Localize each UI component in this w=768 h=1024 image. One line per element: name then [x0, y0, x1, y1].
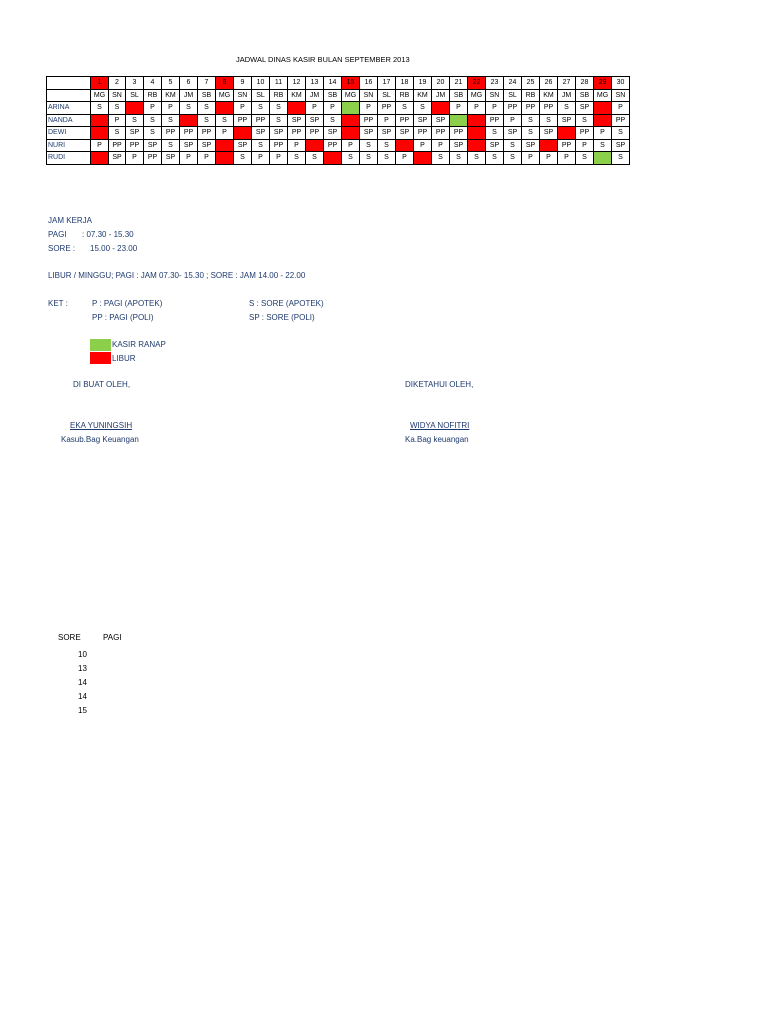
shift-cell: S: [396, 102, 414, 115]
weekdays-cell: SL: [504, 89, 522, 102]
shift-cell: S: [198, 114, 216, 127]
jam-kerja-heading: JAM KERJA: [48, 216, 93, 225]
weekdays-cell: SN: [109, 89, 126, 102]
shift-cell: S: [324, 114, 342, 127]
shift-cell: S: [522, 114, 540, 127]
tally-value: 14: [78, 678, 87, 687]
shift-cell-libur: [594, 102, 612, 115]
shift-cell: SP: [288, 114, 306, 127]
shift-cell: S: [558, 102, 576, 115]
shift-cell: P: [180, 152, 198, 165]
shift-cell: SP: [558, 114, 576, 127]
shift-cell: S: [109, 102, 126, 115]
days-cell: 22: [468, 77, 486, 90]
weekdays-cell: KM: [540, 89, 558, 102]
days-cell: 3: [126, 77, 144, 90]
shift-cell-libur: [91, 152, 109, 165]
shift-cell: PP: [522, 102, 540, 115]
days-cell: 20: [432, 77, 450, 90]
tally-value: 14: [78, 692, 87, 701]
shift-cell: S: [360, 139, 378, 152]
shift-cell: S: [378, 152, 396, 165]
tally-value: 10: [78, 650, 87, 659]
days-cell: 4: [144, 77, 162, 90]
shift-cell: S: [576, 152, 594, 165]
shift-cell: S: [91, 102, 109, 115]
shift-cell: P: [342, 139, 360, 152]
shift-cell: S: [144, 114, 162, 127]
weekdays-cell: SL: [126, 89, 144, 102]
weekdays-cell: RB: [270, 89, 288, 102]
shift-cell-libur: [540, 139, 558, 152]
shift-cell: S: [504, 152, 522, 165]
shift-cell: P: [612, 102, 630, 115]
staff-row: [47, 152, 630, 165]
days-cell: 6: [180, 77, 198, 90]
days-cell: 14: [324, 77, 342, 90]
shift-cell: SP: [306, 114, 324, 127]
days-cell: 18: [396, 77, 414, 90]
shift-cell: SP: [270, 127, 288, 140]
shift-cell: PP: [288, 127, 306, 140]
shift-cell: S: [504, 139, 522, 152]
staff-name: RUDI: [47, 152, 91, 165]
shift-cell: PP: [109, 139, 126, 152]
days-cell: 23: [486, 77, 504, 90]
days-cell: 11: [270, 77, 288, 90]
shift-cell: P: [234, 102, 252, 115]
shift-cell: S: [270, 102, 288, 115]
weekdays-cell: MG: [216, 89, 234, 102]
weekdays-cell: RB: [396, 89, 414, 102]
shift-cell: S: [378, 139, 396, 152]
weekdays-cell: SN: [486, 89, 504, 102]
weekdays-cell: MG: [342, 89, 360, 102]
shift-cell: S: [216, 114, 234, 127]
schedule-table: [46, 76, 630, 165]
shift-cell: PP: [450, 127, 468, 140]
shift-cell: SP: [522, 139, 540, 152]
shift-cell: P: [396, 152, 414, 165]
shift-cell-libur: [288, 102, 306, 115]
shift-cell: P: [378, 114, 396, 127]
weekdays-cell: RB: [522, 89, 540, 102]
days-cell: 29: [594, 77, 612, 90]
shift-cell: P: [360, 102, 378, 115]
tally-sore-header: SORE: [58, 633, 81, 642]
tally-value: 15: [78, 706, 87, 715]
staff-name: NANDA: [47, 114, 91, 127]
shift-cell: PP: [306, 127, 324, 140]
days-cell: 13: [306, 77, 324, 90]
days-cell: 24: [504, 77, 522, 90]
shift-cell: P: [252, 152, 270, 165]
shift-cell: SP: [576, 102, 594, 115]
days-cell: 16: [360, 77, 378, 90]
shift-cell: PP: [360, 114, 378, 127]
shift-cell: S: [270, 114, 288, 127]
pagi-hours: : 07.30 - 15.30: [82, 230, 134, 239]
shift-cell: S: [594, 139, 612, 152]
shift-cell: P: [450, 102, 468, 115]
shift-cell: P: [270, 152, 288, 165]
shift-cell: S: [486, 152, 504, 165]
shift-cell: PP: [162, 127, 180, 140]
shift-cell-libur: [432, 102, 450, 115]
ket-p: P : PAGI (APOTEK): [92, 299, 163, 308]
tally-value: 13: [78, 664, 87, 673]
legend-green-label: KASIR RANAP: [112, 340, 166, 349]
shift-cell: SP: [450, 139, 468, 152]
left-caption: DI BUAT OLEH,: [73, 380, 131, 389]
shift-cell: S: [486, 127, 504, 140]
shift-cell: P: [144, 102, 162, 115]
shift-cell: S: [450, 152, 468, 165]
shift-cell: PP: [234, 114, 252, 127]
shift-cell: PP: [486, 114, 504, 127]
shift-cell: S: [342, 152, 360, 165]
shift-cell: S: [360, 152, 378, 165]
shift-cell-libur: [594, 114, 612, 127]
pagi-label: PAGI: [48, 230, 67, 239]
shift-cell: P: [414, 139, 432, 152]
header-blank-cell: [47, 89, 91, 102]
page-title: JADWAL DINAS KASIR BULAN SEPTEMBER 2013: [236, 55, 410, 64]
shift-cell-libur: [91, 114, 109, 127]
sore-label: SORE :: [48, 244, 76, 253]
days-cell: 21: [450, 77, 468, 90]
weekdays-cell: RB: [144, 89, 162, 102]
legend-green-swatch: [90, 339, 111, 351]
days-cell: 5: [162, 77, 180, 90]
shift-cell-libur: [396, 139, 414, 152]
shift-cell: P: [558, 152, 576, 165]
weekdays-cell: SN: [612, 89, 630, 102]
staff-name: ARINA: [47, 102, 91, 115]
shift-cell-libur: [324, 152, 342, 165]
staff-row: [47, 139, 630, 152]
shift-cell: P: [306, 102, 324, 115]
shift-cell: SP: [234, 139, 252, 152]
shift-cell: S: [576, 114, 594, 127]
day-number-row: [47, 77, 630, 90]
shift-cell: S: [612, 152, 630, 165]
left-signer-name: EKA YUNINGSIH: [70, 421, 133, 430]
weekdays-cell: MG: [91, 89, 109, 102]
shift-cell: P: [288, 139, 306, 152]
days-cell: 2: [109, 77, 126, 90]
weekdays-cell: SB: [450, 89, 468, 102]
ket-sp: SP : SORE (POLI): [249, 313, 315, 322]
shift-cell: PP: [324, 139, 342, 152]
shift-cell-libur: [342, 114, 360, 127]
weekdays-cell: SL: [378, 89, 396, 102]
shift-cell: PP: [540, 102, 558, 115]
shift-cell: S: [522, 127, 540, 140]
weekdays-cell: SB: [324, 89, 342, 102]
weekdays-cell: JM: [558, 89, 576, 102]
days-cell: 7: [198, 77, 216, 90]
shift-cell-libur: [216, 152, 234, 165]
shift-cell: PP: [558, 139, 576, 152]
shift-cell: S: [126, 114, 144, 127]
weekdays-cell: MG: [594, 89, 612, 102]
days-cell: 9: [234, 77, 252, 90]
libur-hours: LIBUR / MINGGU; PAGI : JAM 07.30- 15.30 ; SORE : JAM 14.00 - 22.00: [48, 271, 306, 280]
shift-cell: PP: [126, 139, 144, 152]
shift-cell: P: [109, 114, 126, 127]
shift-cell: P: [324, 102, 342, 115]
staff-row: [47, 114, 630, 127]
weekdays-cell: JM: [180, 89, 198, 102]
shift-cell: P: [540, 152, 558, 165]
weekdays-cell: SB: [576, 89, 594, 102]
ket-s: S : SORE (APOTEK): [249, 299, 324, 308]
shift-cell: PP: [252, 114, 270, 127]
shift-cell: S: [432, 152, 450, 165]
shift-cell-libur: [414, 152, 432, 165]
shift-cell: S: [162, 114, 180, 127]
shift-cell: P: [216, 127, 234, 140]
shift-cell: SP: [144, 139, 162, 152]
right-signer-name: WIDYA NOFITRI: [410, 421, 470, 430]
shift-cell: S: [288, 152, 306, 165]
shift-cell: P: [198, 152, 216, 165]
shift-cell: P: [162, 102, 180, 115]
days-cell: 26: [540, 77, 558, 90]
ket-label: KET :: [48, 299, 68, 308]
shift-cell: SP: [396, 127, 414, 140]
shift-cell: SP: [198, 139, 216, 152]
shift-cell: S: [144, 127, 162, 140]
ket-pp: PP : PAGI (POLI): [92, 313, 154, 322]
shift-cell: P: [432, 139, 450, 152]
shift-cell: S: [252, 102, 270, 115]
weekdays-cell: SN: [234, 89, 252, 102]
weekdays-cell: SL: [252, 89, 270, 102]
shift-cell: PP: [198, 127, 216, 140]
shift-cell-libur: [216, 102, 234, 115]
shift-cell-libur: [468, 139, 486, 152]
days-cell: 19: [414, 77, 432, 90]
shift-cell-libur: [342, 127, 360, 140]
days-cell: 28: [576, 77, 594, 90]
shift-cell: SP: [504, 127, 522, 140]
days-cell: 10: [252, 77, 270, 90]
weekdays-cell: JM: [432, 89, 450, 102]
shift-cell: SP: [126, 127, 144, 140]
shift-cell: PP: [378, 102, 396, 115]
shift-cell: P: [576, 139, 594, 152]
shift-cell: P: [126, 152, 144, 165]
shift-cell: PP: [270, 139, 288, 152]
shift-cell-libur: [180, 114, 198, 127]
shift-cell: SP: [378, 127, 396, 140]
right-signer-role: Ka.Bag keuangan: [405, 435, 469, 444]
shift-cell: PP: [414, 127, 432, 140]
shift-cell: S: [180, 102, 198, 115]
days-cell: 15: [342, 77, 360, 90]
shift-cell: S: [414, 102, 432, 115]
shift-cell: S: [540, 114, 558, 127]
shift-cell: SP: [109, 152, 126, 165]
shift-cell: P: [486, 102, 504, 115]
tally-pagi-header: PAGI: [103, 633, 122, 642]
days-cell: 30: [612, 77, 630, 90]
shift-cell: P: [91, 139, 109, 152]
shift-cell: SP: [540, 127, 558, 140]
shift-cell: PP: [576, 127, 594, 140]
shift-cell-libur: [468, 114, 486, 127]
shift-cell-libur: [468, 127, 486, 140]
shift-cell: S: [234, 152, 252, 165]
days-cell: 27: [558, 77, 576, 90]
sore-hours: 15.00 - 23.00: [90, 244, 138, 253]
right-caption: DIKETAHUI OLEH,: [405, 380, 474, 389]
shift-cell: SP: [612, 139, 630, 152]
shift-cell: S: [109, 127, 126, 140]
shift-cell: S: [612, 127, 630, 140]
shift-cell-libur: [91, 127, 109, 140]
shift-cell: PP: [612, 114, 630, 127]
weekdays-cell: SN: [360, 89, 378, 102]
shift-cell: SP: [486, 139, 504, 152]
shift-cell-libur: [234, 127, 252, 140]
shift-cell-kasir-ranap: [342, 102, 360, 115]
shift-cell: S: [468, 152, 486, 165]
days-cell: 12: [288, 77, 306, 90]
shift-cell: P: [594, 127, 612, 140]
staff-name: DEWI: [47, 127, 91, 140]
shift-cell: SP: [324, 127, 342, 140]
staff-name: NURI: [47, 139, 91, 152]
shift-cell-libur: [306, 139, 324, 152]
shift-cell: SP: [414, 114, 432, 127]
weekdays-cell: JM: [306, 89, 324, 102]
legend-red-swatch: [90, 352, 111, 364]
shift-cell: SP: [252, 127, 270, 140]
shift-cell: S: [306, 152, 324, 165]
days-cell: 1: [91, 77, 109, 90]
shift-cell: S: [198, 102, 216, 115]
shift-cell: SP: [162, 152, 180, 165]
shift-cell-libur: [126, 102, 144, 115]
left-signer-role: Kasub.Bag Keuangan: [61, 435, 139, 444]
shift-cell-kasir-ranap: [594, 152, 612, 165]
shift-cell: PP: [180, 127, 198, 140]
shift-cell: S: [162, 139, 180, 152]
shift-cell: PP: [144, 152, 162, 165]
shift-cell: P: [522, 152, 540, 165]
legend-red-label: LIBUR: [112, 354, 136, 363]
shift-cell: P: [504, 114, 522, 127]
shift-cell: S: [252, 139, 270, 152]
weekday-row: [47, 89, 630, 102]
shift-cell: SP: [180, 139, 198, 152]
days-cell: 25: [522, 77, 540, 90]
shift-cell-libur: [216, 139, 234, 152]
shift-cell: SP: [360, 127, 378, 140]
weekdays-cell: SB: [198, 89, 216, 102]
days-cell: 17: [378, 77, 396, 90]
shift-cell-libur: [558, 127, 576, 140]
weekdays-cell: KM: [288, 89, 306, 102]
weekdays-cell: KM: [162, 89, 180, 102]
staff-row: [47, 127, 630, 140]
days-cell: 8: [216, 77, 234, 90]
shift-cell-kasir-ranap: [450, 114, 468, 127]
shift-cell: PP: [396, 114, 414, 127]
header-blank-cell: [47, 77, 91, 90]
staff-row: [47, 102, 630, 115]
shift-cell: P: [468, 102, 486, 115]
shift-cell: PP: [504, 102, 522, 115]
weekdays-cell: KM: [414, 89, 432, 102]
shift-cell: SP: [432, 114, 450, 127]
weekdays-cell: MG: [468, 89, 486, 102]
shift-cell: PP: [432, 127, 450, 140]
